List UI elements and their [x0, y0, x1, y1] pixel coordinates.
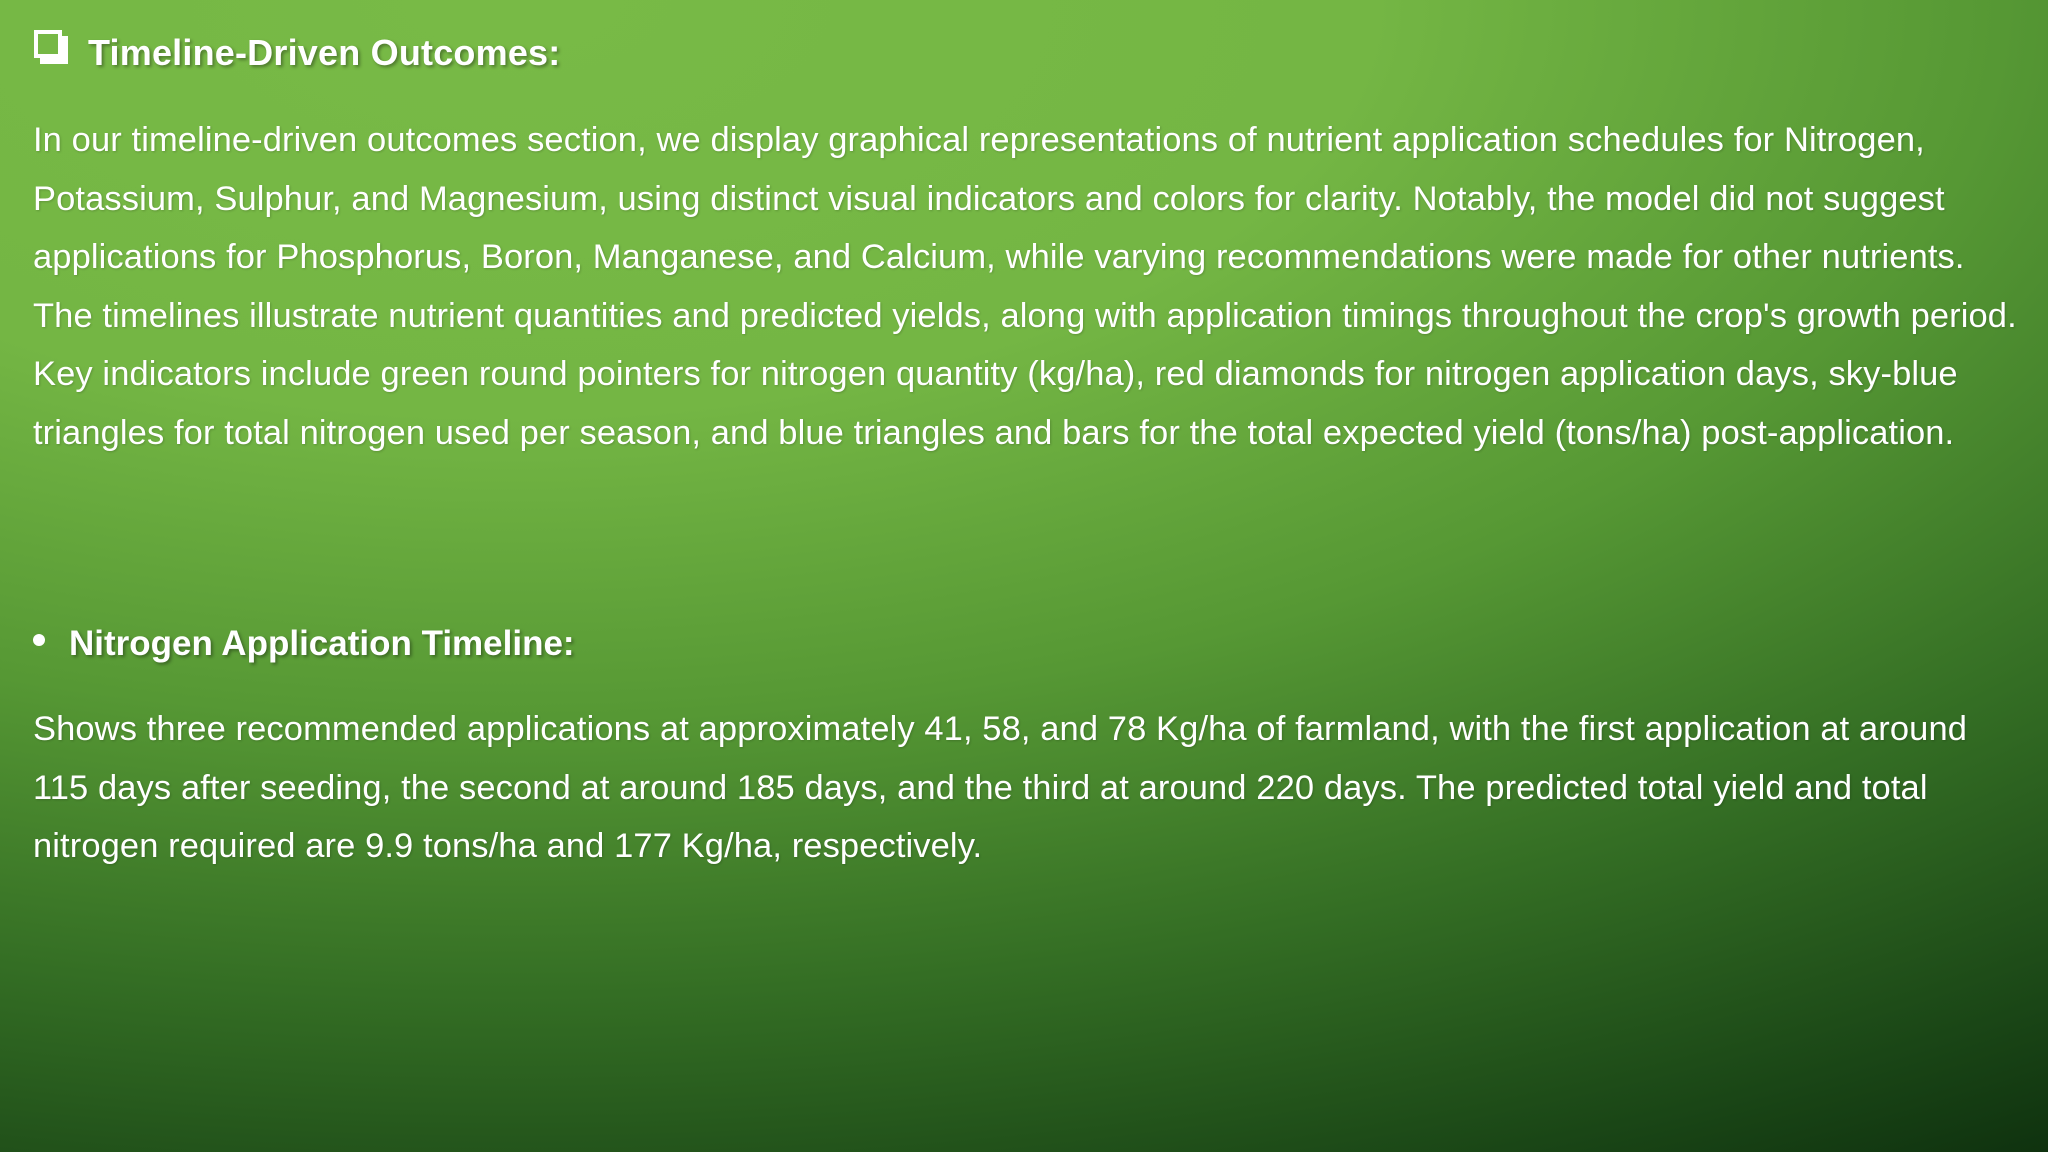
section-heading-text: Timeline-Driven Outcomes:	[88, 32, 561, 73]
nitrogen-heading	[33, 624, 575, 664]
nitrogen-heading-text: Nitrogen Application Timeline:	[69, 624, 575, 663]
intro-paragraph: In our timeline-driven outcomes section, we display graphical representations of nutrient application schedules for Nitrogen, Potassium, Sulphur, and Magnesium, using distinct visual indicators and colors for clarity. Notably, the model did not suggest applications for Phosphorus, Boron, Manganese, and Calcium, while varying recommendations were made for other nutrients. The timelines illustrate nutrient quantities and predicted yields, along with application timings throughout the crop's growth period. Key indicators include green round pointers for nitrogen quantity (kg/ha), red diamonds for nitrogen application days, sky-blue triangles for total nitrogen used per season, and blue triangles and bars for the total expected yield (tons/ha) post-application.	[33, 121, 2017, 452]
bullet-icon	[33, 634, 45, 646]
checkbox-icon	[34, 30, 74, 70]
nitrogen-paragraph: Shows three recommended applications at approximately 41, 58, and 78 Kg/ha of farmland, with the first application at around 115 days after seeding, the second at around 185 days, and the third at around 220 days. The predicted total yield and total nitrogen required are 9.9 tons/ha and 177 Kg/ha, respectively.	[33, 710, 1968, 865]
section-heading	[34, 32, 560, 74]
